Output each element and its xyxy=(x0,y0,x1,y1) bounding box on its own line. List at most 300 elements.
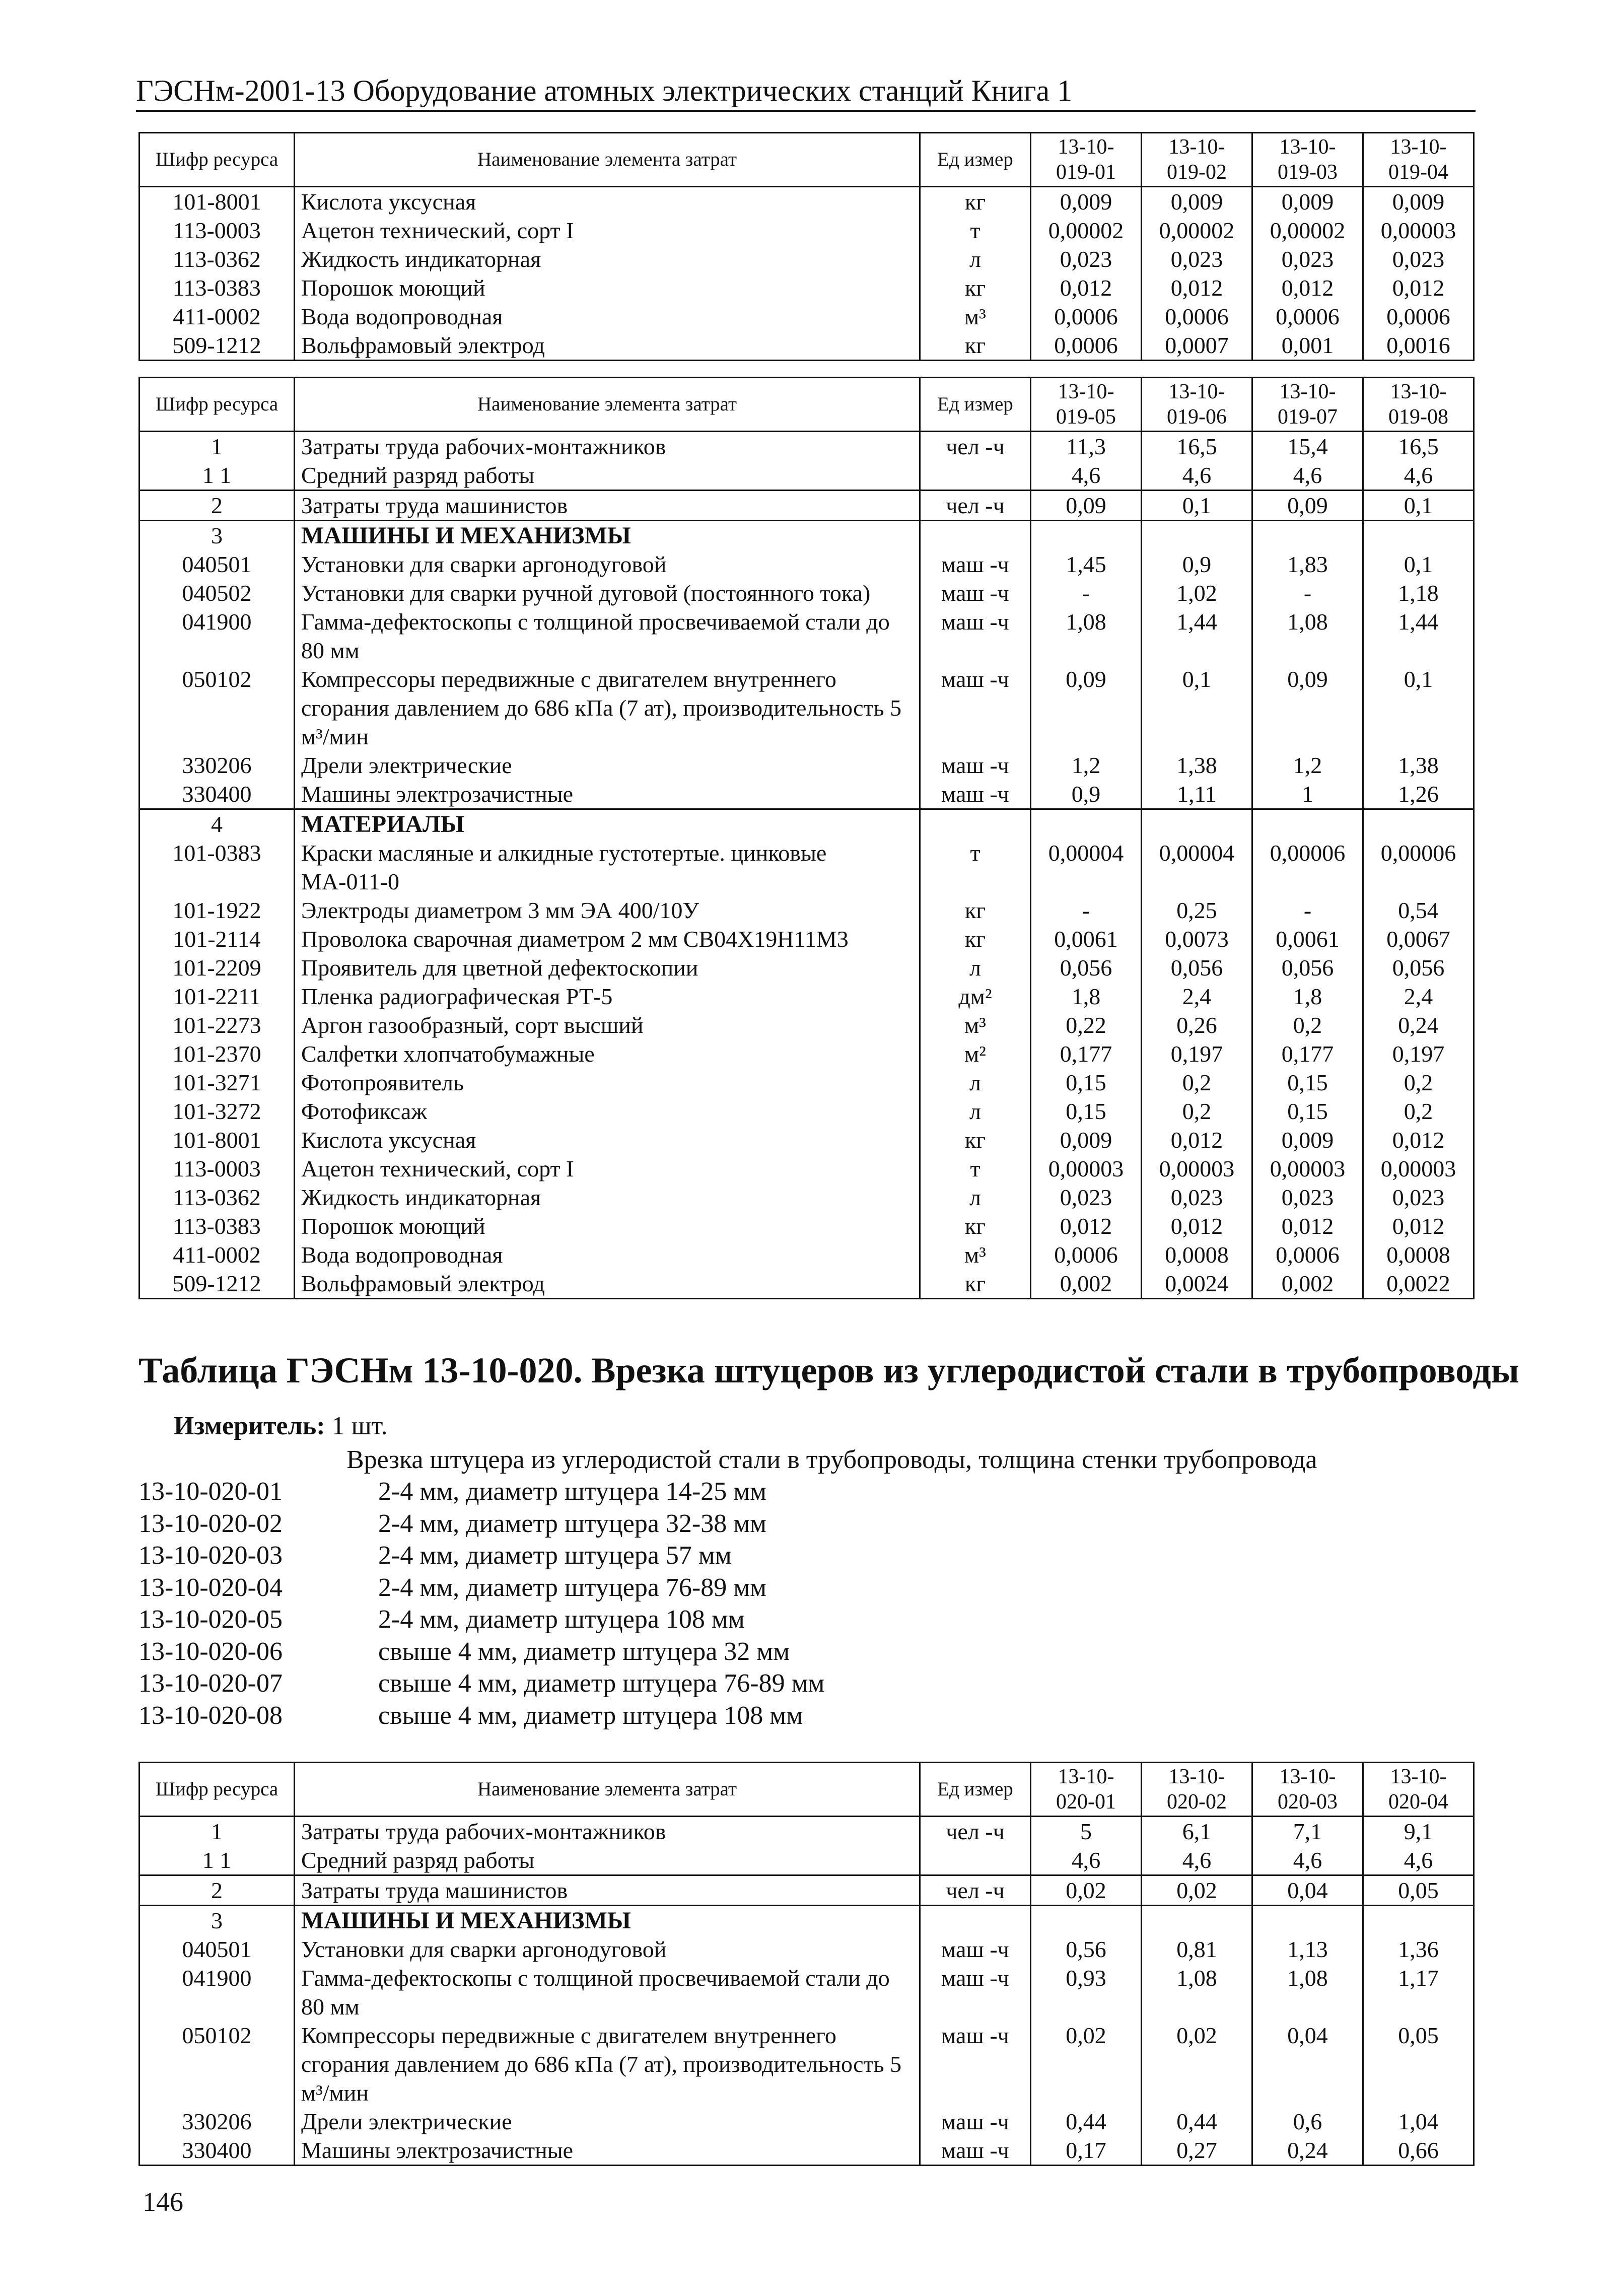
variant-description: 2-4 мм, диаметр штуцера 57 мм xyxy=(378,1541,732,1570)
column-header-variant xyxy=(1142,1763,1252,1817)
table-row xyxy=(139,245,1474,273)
cost-item-name-cell: Затраты труда рабочих-монтажников xyxy=(295,432,920,461)
unit-cell: чел -ч xyxy=(920,1817,1031,1846)
table-body xyxy=(139,1817,1474,2166)
value-cell: 0,00004 xyxy=(1031,839,1142,896)
column-header-variant xyxy=(1252,378,1363,432)
resource-code-cell: 040501 xyxy=(139,1935,295,1964)
resource-code-cell: 4 xyxy=(139,809,295,839)
value-cell: 0,012 xyxy=(1031,273,1142,302)
value-cell: 1,08 xyxy=(1252,1964,1363,2021)
variant-code: 13-10-020-04 xyxy=(138,1573,283,1602)
value-cell: 4,6 xyxy=(1363,461,1474,491)
table-row xyxy=(139,273,1474,302)
table-header xyxy=(139,1763,1474,1817)
table-row xyxy=(139,1269,1474,1299)
value-cell: 0,197 xyxy=(1142,1039,1252,1068)
value-cell: 0,009 xyxy=(1252,1126,1363,1154)
value-cell: 0,056 xyxy=(1031,953,1142,982)
value-cell: 4,6 xyxy=(1142,461,1252,491)
running-header: ГЭСНм-2001-13 Оборудование атомных электрических станций Книга 1 xyxy=(136,74,1073,107)
section-intro: Врезка штуцера из углеродистой стали в трубопроводы, толщина стенки трубопровода xyxy=(346,1445,1317,1474)
unit-cell: т xyxy=(920,839,1031,896)
variant-code-part: 020-02 xyxy=(1167,1790,1227,1814)
value-cell: 1,2 xyxy=(1252,751,1363,780)
value-cell: 0,1 xyxy=(1142,491,1252,521)
value-cell: 4,6 xyxy=(1252,461,1363,491)
column-header-variant xyxy=(1031,133,1142,187)
resource-code-cell: 3 xyxy=(139,521,295,550)
value-cell: 1,8 xyxy=(1252,982,1363,1011)
resource-code-cell: 113-0383 xyxy=(139,273,295,302)
cost-item-name-cell: Вода водопроводная xyxy=(295,1240,920,1269)
value-cell: 1,36 xyxy=(1363,1935,1474,1964)
cost-item-name-cell: Аргон газообразный, сорт высший xyxy=(295,1011,920,1039)
column-header-unit: Ед измер xyxy=(920,378,1031,432)
unit-cell: кг xyxy=(920,1212,1031,1240)
value-cell: 0,9 xyxy=(1031,780,1142,809)
resource-code-cell: 509-1212 xyxy=(139,331,295,361)
value-cell: 0,2 xyxy=(1142,1097,1252,1126)
resource-code-cell: 101-2114 xyxy=(139,925,295,953)
variant-description: свыше 4 мм, диаметр штуцера 32 мм xyxy=(378,1637,790,1666)
cost-item-name-cell: Кислота уксусная xyxy=(295,187,920,217)
value-cell: 0,02 xyxy=(1031,2021,1142,2107)
variant-list xyxy=(138,1476,824,1731)
cost-item-name-cell: Установки для сварки аргонодуговой xyxy=(295,1935,920,1964)
value-cell xyxy=(1252,809,1363,839)
table-row xyxy=(139,550,1474,579)
table-row xyxy=(139,780,1474,809)
section-title: Таблица ГЭСНм 13-10-020. Врезка штуцеров из углеродистой стали в трубопроводы xyxy=(138,1350,1519,1390)
variant-code-part: 13-10- xyxy=(1279,380,1336,403)
unit-cell: кг xyxy=(920,896,1031,925)
value-cell: 0,15 xyxy=(1031,1097,1142,1126)
resource-code-cell: 101-2211 xyxy=(139,982,295,1011)
value-cell: 0,00002 xyxy=(1142,216,1252,245)
value-cell: 0,17 xyxy=(1031,2136,1142,2166)
resource-table-019-05-08 xyxy=(138,377,1475,1299)
variant-description: свыше 4 мм, диаметр штуцера 108 мм xyxy=(378,1701,803,1730)
measure-value: 1 шт. xyxy=(331,1412,388,1440)
value-cell: 0,0061 xyxy=(1031,925,1142,953)
unit-cell: т xyxy=(920,1154,1031,1183)
cost-item-name-cell: Ацетон технический, сорт I xyxy=(295,1154,920,1183)
value-cell: 0,02 xyxy=(1142,2021,1252,2107)
cost-item-name-cell: Фотофиксаж xyxy=(295,1097,920,1126)
header-rule xyxy=(136,110,1476,112)
variant-description: свыше 4 мм, диаметр штуцера 76-89 мм xyxy=(378,1669,825,1698)
value-cell: - xyxy=(1252,896,1363,925)
resource-code-cell: 113-0003 xyxy=(139,216,295,245)
table-row xyxy=(139,925,1474,953)
value-cell: 0,93 xyxy=(1031,1964,1142,2021)
measure-label: Измеритель: xyxy=(174,1412,325,1440)
value-cell: 0,05 xyxy=(1363,2021,1474,2107)
value-cell: 0,00003 xyxy=(1363,1154,1474,1183)
variant-code: 13-10-020-08 xyxy=(138,1701,283,1730)
variant-item xyxy=(138,1508,824,1540)
variant-description: 2-4 мм, диаметр штуцера 76-89 мм xyxy=(378,1573,767,1602)
column-header-variant xyxy=(1031,1763,1142,1817)
value-cell: 1,18 xyxy=(1363,579,1474,607)
resource-code-cell: 101-2370 xyxy=(139,1039,295,1068)
table-row xyxy=(139,461,1474,491)
cost-item-name-cell: Машины электрозачистные xyxy=(295,780,920,809)
value-cell: 1,08 xyxy=(1031,607,1142,665)
resource-code-cell: 040502 xyxy=(139,579,295,607)
unit-cell: м³ xyxy=(920,1011,1031,1039)
value-cell xyxy=(1031,521,1142,550)
cost-item-name-cell: Компрессоры передвижные с двигателем внутреннего сгорания давлением до 686 кПа (7 ат), производительность 5 м³/мин xyxy=(295,2021,920,2107)
value-cell: 0,2 xyxy=(1252,1011,1363,1039)
table-row xyxy=(139,607,1474,665)
value-cell: 0,056 xyxy=(1142,953,1252,982)
unit-cell: маш -ч xyxy=(920,1935,1031,1964)
variant-code-part: 13-10- xyxy=(1279,1765,1336,1788)
value-cell: 1,17 xyxy=(1363,1964,1474,2021)
value-cell: 0,0006 xyxy=(1031,1240,1142,1269)
unit-cell: маш -ч xyxy=(920,2107,1031,2136)
column-header-variant xyxy=(1252,1763,1363,1817)
column-header-variant xyxy=(1363,1763,1474,1817)
variant-code-part: 019-01 xyxy=(1056,161,1116,184)
column-header-code: Шифр ресурса xyxy=(139,1763,295,1817)
table-row xyxy=(139,1875,1474,1906)
value-cell xyxy=(1142,1906,1252,1935)
value-cell: 0,6 xyxy=(1252,2107,1363,2136)
value-cell: - xyxy=(1252,579,1363,607)
value-cell: 4,6 xyxy=(1142,1846,1252,1875)
value-cell: 2,4 xyxy=(1142,982,1252,1011)
unit-cell xyxy=(920,461,1031,491)
value-cell: 0,0006 xyxy=(1142,302,1252,331)
value-cell: 0,012 xyxy=(1252,1212,1363,1240)
value-cell: 4,6 xyxy=(1031,461,1142,491)
table-row xyxy=(139,1097,1474,1126)
unit-cell: кг xyxy=(920,187,1031,217)
value-cell: 1,83 xyxy=(1252,550,1363,579)
value-cell: 0,44 xyxy=(1142,2107,1252,2136)
cost-item-name-cell: Краски масляные и алкидные густотертые. цинковые МА-011-0 xyxy=(295,839,920,896)
unit-cell: маш -ч xyxy=(920,751,1031,780)
value-cell: 0,15 xyxy=(1252,1068,1363,1097)
resource-code-cell: 330400 xyxy=(139,780,295,809)
unit-cell: кг xyxy=(920,1269,1031,1299)
value-cell: 0,012 xyxy=(1252,273,1363,302)
cost-item-name-cell: Дрели электрические xyxy=(295,751,920,780)
table-row xyxy=(139,1154,1474,1183)
value-cell xyxy=(1363,1906,1474,1935)
variant-code-part: 019-08 xyxy=(1388,405,1448,429)
value-cell: 1,13 xyxy=(1252,1935,1363,1964)
variant-code-part: 019-04 xyxy=(1388,161,1448,184)
value-cell: 5 xyxy=(1031,1817,1142,1846)
unit-cell: л xyxy=(920,1183,1031,1212)
value-cell: 0,2 xyxy=(1142,1068,1252,1097)
value-cell: 0,00003 xyxy=(1031,1154,1142,1183)
column-header-name: Наименование элемента затрат xyxy=(295,1763,920,1817)
value-cell: 1,04 xyxy=(1363,2107,1474,2136)
resource-code-cell: 041900 xyxy=(139,607,295,665)
value-cell: 0,0024 xyxy=(1142,1269,1252,1299)
variant-code: 13-10-020-01 xyxy=(138,1477,283,1506)
value-cell: 0,023 xyxy=(1142,245,1252,273)
resource-code-cell: 040501 xyxy=(139,550,295,579)
table-row xyxy=(139,1935,1474,1964)
value-cell: 16,5 xyxy=(1363,432,1474,461)
unit-cell: л xyxy=(920,1097,1031,1126)
cost-item-name-cell: Электроды диаметром 3 мм ЭА 400/10У xyxy=(295,896,920,925)
value-cell: 0,56 xyxy=(1031,1935,1142,1964)
variant-code-part: 13-10- xyxy=(1058,380,1114,403)
unit-cell: чел -ч xyxy=(920,432,1031,461)
value-cell: 1,38 xyxy=(1142,751,1252,780)
variant-code-part: 019-06 xyxy=(1167,405,1227,429)
value-cell xyxy=(1031,809,1142,839)
unit-cell: маш -ч xyxy=(920,550,1031,579)
resource-code-cell: 101-1922 xyxy=(139,896,295,925)
resource-code-cell: 2 xyxy=(139,1875,295,1906)
value-cell: 0,023 xyxy=(1142,1183,1252,1212)
column-header-variant xyxy=(1363,378,1474,432)
variant-code: 13-10-020-07 xyxy=(138,1669,283,1698)
variant-code-part: 019-05 xyxy=(1056,405,1116,429)
table-row xyxy=(139,1068,1474,1097)
unit-cell: чел -ч xyxy=(920,491,1031,521)
variant-description: 2-4 мм, диаметр штуцера 108 мм xyxy=(378,1605,745,1634)
cost-item-name-cell: Установки для сварки аргонодуговой xyxy=(295,550,920,579)
value-cell: 0,056 xyxy=(1363,953,1474,982)
value-cell: 0,012 xyxy=(1363,1212,1474,1240)
value-cell: 0,197 xyxy=(1363,1039,1474,1068)
cost-item-name-cell: Порошок моющий xyxy=(295,273,920,302)
unit-cell: л xyxy=(920,953,1031,982)
value-cell: 0,1 xyxy=(1363,550,1474,579)
unit-cell: маш -ч xyxy=(920,665,1031,751)
column-header-variant xyxy=(1142,133,1252,187)
resource-code-cell: 101-2209 xyxy=(139,953,295,982)
value-cell: 0,24 xyxy=(1363,1011,1474,1039)
value-cell: 0,02 xyxy=(1031,1875,1142,1906)
variant-code-part: 13-10- xyxy=(1168,1765,1225,1788)
value-cell: 0,023 xyxy=(1031,245,1142,273)
value-cell: 0,00004 xyxy=(1142,839,1252,896)
resource-code-cell: 050102 xyxy=(139,665,295,751)
value-cell xyxy=(1363,521,1474,550)
variant-code-part: 13-10- xyxy=(1168,135,1225,159)
unit-cell: кг xyxy=(920,331,1031,361)
header-row xyxy=(139,1763,1474,1817)
value-cell: 0,2 xyxy=(1363,1097,1474,1126)
cost-item-name-cell: Затраты труда рабочих-монтажников xyxy=(295,1817,920,1846)
value-cell: 0,177 xyxy=(1252,1039,1363,1068)
column-header-variant xyxy=(1142,378,1252,432)
cost-item-name-cell: МАТЕРИАЛЫ xyxy=(295,809,920,839)
value-cell: 0,009 xyxy=(1363,187,1474,217)
variant-code-part: 020-03 xyxy=(1278,1790,1338,1814)
variant-code: 13-10-020-02 xyxy=(138,1509,283,1538)
column-header-name: Наименование элемента затрат xyxy=(295,378,920,432)
value-cell: 0,012 xyxy=(1142,1126,1252,1154)
resource-code-cell: 330206 xyxy=(139,2107,295,2136)
unit-cell: л xyxy=(920,245,1031,273)
value-cell: 0,002 xyxy=(1252,1269,1363,1299)
column-header-code: Шифр ресурса xyxy=(139,133,295,187)
unit-cell: кг xyxy=(920,273,1031,302)
unit-cell: л xyxy=(920,1068,1031,1097)
table-row xyxy=(139,1964,1474,2021)
table-row xyxy=(139,809,1474,839)
table-row xyxy=(139,839,1474,896)
value-cell: 0,1 xyxy=(1363,491,1474,521)
resource-code-cell: 330206 xyxy=(139,751,295,780)
cost-item-name-cell: МАШИНЫ И МЕХАНИЗМЫ xyxy=(295,521,920,550)
value-cell: 0,056 xyxy=(1252,953,1363,982)
cost-item-name-cell: Порошок моющий xyxy=(295,1212,920,1240)
value-cell: 0,023 xyxy=(1363,245,1474,273)
value-cell: 1,02 xyxy=(1142,579,1252,607)
value-cell: 4,6 xyxy=(1363,1846,1474,1875)
value-cell: 0,0061 xyxy=(1252,925,1363,953)
variant-item xyxy=(138,1667,824,1700)
cost-item-name-cell: Проволока сварочная диаметром 2 мм СВ04Х19Н11М3 xyxy=(295,925,920,953)
variant-code-part: 020-04 xyxy=(1388,1790,1448,1814)
table-row xyxy=(139,491,1474,521)
cost-item-name-cell: Машины электрозачистные xyxy=(295,2136,920,2166)
resource-table-019-01-04 xyxy=(138,132,1475,361)
value-cell: 0,001 xyxy=(1252,331,1363,361)
cost-item-name-cell: Дрели электрические xyxy=(295,2107,920,2136)
unit-cell xyxy=(920,521,1031,550)
value-cell xyxy=(1142,809,1252,839)
cost-item-name-cell: Жидкость индикаторная xyxy=(295,245,920,273)
table-row xyxy=(139,1039,1474,1068)
value-cell: 0,023 xyxy=(1031,1183,1142,1212)
value-cell: 0,44 xyxy=(1031,2107,1142,2136)
table-row xyxy=(139,331,1474,361)
value-cell: 0,009 xyxy=(1142,187,1252,217)
value-cell: - xyxy=(1031,579,1142,607)
resource-code-cell: 101-3272 xyxy=(139,1097,295,1126)
cost-item-name-cell: Проявитель для цветной дефектоскопии xyxy=(295,953,920,982)
value-cell: 0,81 xyxy=(1142,1935,1252,1964)
resource-code-cell: 113-0383 xyxy=(139,1212,295,1240)
column-header-code: Шифр ресурса xyxy=(139,378,295,432)
value-cell: 1,8 xyxy=(1031,982,1142,1011)
value-cell xyxy=(1031,1906,1142,1935)
value-cell: 0,0008 xyxy=(1363,1240,1474,1269)
column-header-variant xyxy=(1252,133,1363,187)
variant-item xyxy=(138,1636,824,1668)
value-cell xyxy=(1142,521,1252,550)
table-header xyxy=(139,133,1474,187)
cost-item-name-cell: Гамма-дефектоскопы с толщиной просвечиваемой стали до 80 мм xyxy=(295,607,920,665)
variant-code-part: 019-03 xyxy=(1278,161,1338,184)
table-row xyxy=(139,1212,1474,1240)
value-cell: 2,4 xyxy=(1363,982,1474,1011)
variant-item xyxy=(138,1604,824,1636)
table-row xyxy=(139,2136,1474,2166)
variant-code-part: 13-10- xyxy=(1058,135,1114,159)
column-header-unit: Ед измер xyxy=(920,133,1031,187)
value-cell: 0,09 xyxy=(1031,491,1142,521)
value-cell: 0,0067 xyxy=(1363,925,1474,953)
value-cell: 0,26 xyxy=(1142,1011,1252,1039)
value-cell: 1,08 xyxy=(1142,1964,1252,2021)
value-cell: 0,24 xyxy=(1252,2136,1363,2166)
cost-item-name-cell: Жидкость индикаторная xyxy=(295,1183,920,1212)
unit-cell: маш -ч xyxy=(920,607,1031,665)
value-cell: 0,002 xyxy=(1031,1269,1142,1299)
variant-code-part: 019-02 xyxy=(1167,161,1227,184)
resource-code-cell: 041900 xyxy=(139,1964,295,2021)
variant-code: 13-10-020-05 xyxy=(138,1605,283,1634)
value-cell xyxy=(1252,1906,1363,1935)
column-header-variant xyxy=(1031,378,1142,432)
unit-cell: м² xyxy=(920,1039,1031,1068)
variant-description: 2-4 мм, диаметр штуцера 14-25 мм xyxy=(378,1477,767,1506)
resource-code-cell: 101-0383 xyxy=(139,839,295,896)
variant-item xyxy=(138,1572,824,1604)
variant-code-part: 020-01 xyxy=(1056,1790,1116,1814)
resource-code-cell: 3 xyxy=(139,1906,295,1935)
value-cell: 0,009 xyxy=(1252,187,1363,217)
table-row xyxy=(139,1011,1474,1039)
value-cell: 0,66 xyxy=(1363,2136,1474,2166)
header-row xyxy=(139,133,1474,187)
value-cell: 0,09 xyxy=(1252,665,1363,751)
cost-item-name-cell: Компрессоры передвижные с двигателем внутреннего сгорания давлением до 686 кПа (7 ат), производительность 5 м³/мин xyxy=(295,665,920,751)
value-cell: 0,04 xyxy=(1252,1875,1363,1906)
variant-code-part: 13-10- xyxy=(1390,1765,1447,1788)
value-cell: 0,0006 xyxy=(1252,1240,1363,1269)
measure-line xyxy=(174,1410,387,1442)
value-cell: 1,38 xyxy=(1363,751,1474,780)
table-body xyxy=(139,187,1474,361)
value-cell: 0,0006 xyxy=(1031,302,1142,331)
unit-cell: м³ xyxy=(920,1240,1031,1269)
resource-code-cell: 113-0003 xyxy=(139,1154,295,1183)
table-row xyxy=(139,1183,1474,1212)
value-cell: 0,00002 xyxy=(1031,216,1142,245)
table-row xyxy=(139,896,1474,925)
value-cell: 0,009 xyxy=(1031,1126,1142,1154)
unit-cell xyxy=(920,1846,1031,1875)
cost-item-name-cell: Салфетки хлопчатобумажные xyxy=(295,1039,920,1068)
variant-item xyxy=(138,1476,824,1508)
resource-code-cell: 113-0362 xyxy=(139,245,295,273)
value-cell: 0,15 xyxy=(1031,1068,1142,1097)
variant-description: 2-4 мм, диаметр штуцера 32-38 мм xyxy=(378,1509,767,1538)
value-cell: 0,09 xyxy=(1252,491,1363,521)
value-cell: 15,4 xyxy=(1252,432,1363,461)
resource-code-cell: 101-8001 xyxy=(139,1126,295,1154)
table-row xyxy=(139,1817,1474,1846)
resource-code-cell: 101-2273 xyxy=(139,1011,295,1039)
unit-cell: т xyxy=(920,216,1031,245)
value-cell: 4,6 xyxy=(1252,1846,1363,1875)
resource-code-cell: 509-1212 xyxy=(139,1269,295,1299)
unit-cell: кг xyxy=(920,925,1031,953)
table-row xyxy=(139,1906,1474,1935)
cost-item-name-cell: Ацетон технический, сорт I xyxy=(295,216,920,245)
table-row xyxy=(139,187,1474,217)
resource-code-cell: 1 1 xyxy=(139,1846,295,1875)
unit-cell: маш -ч xyxy=(920,1964,1031,2021)
unit-cell: кг xyxy=(920,1126,1031,1154)
value-cell: 1,26 xyxy=(1363,780,1474,809)
